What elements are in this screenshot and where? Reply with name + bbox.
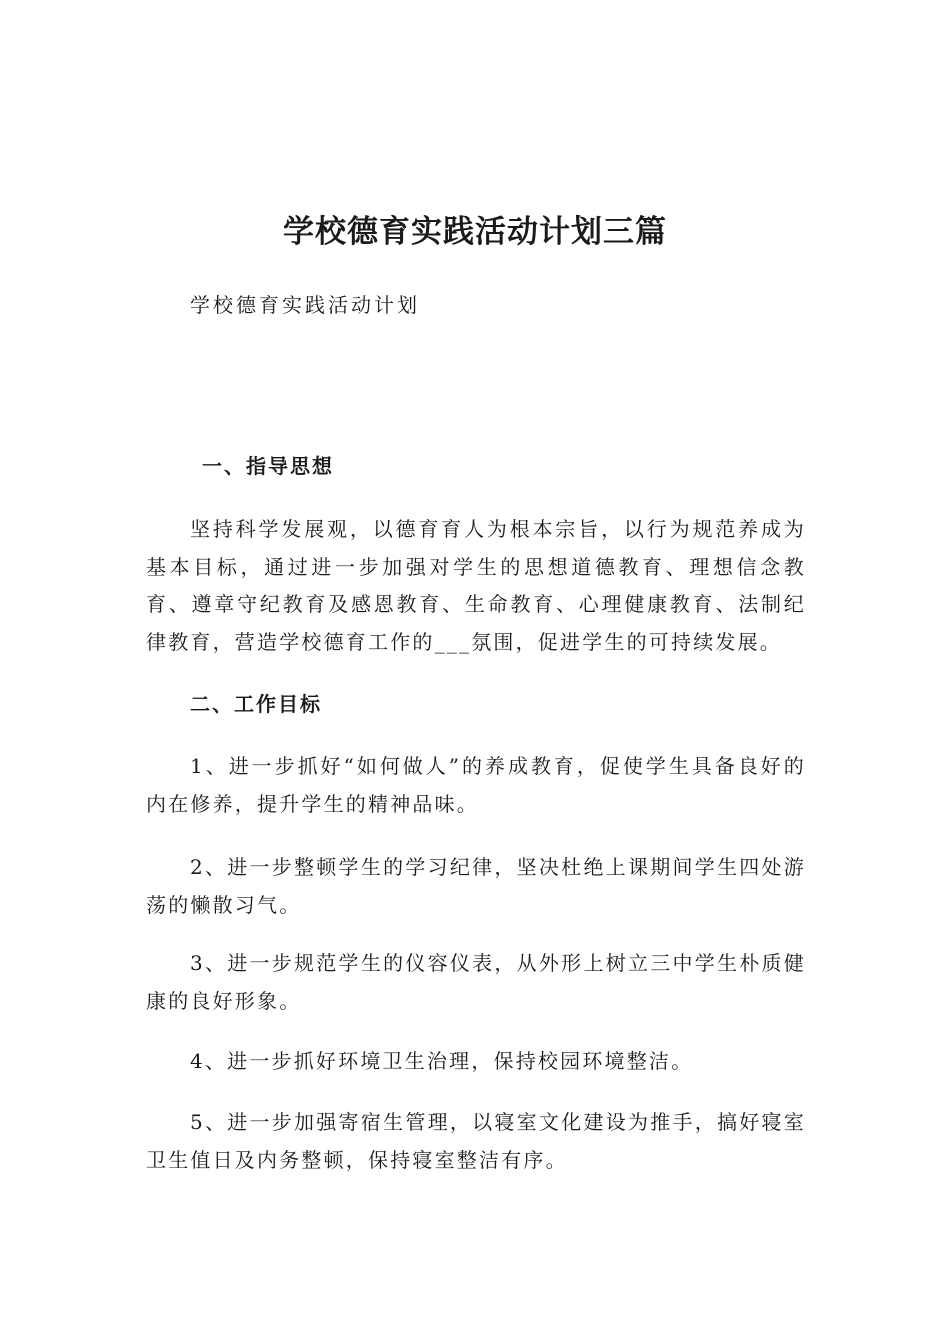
goal-item-3: 3、进一步规范学生的仪容仪表，从外形上树立三中学生朴质健康的良好形象。 <box>146 951 806 1013</box>
goal-item-4: 4、进一步抓好环境卫生治理，保持校园环境整洁。 <box>190 1049 694 1073</box>
goal-item-1: 1、进一步抓好“如何做人”的养成教育，促使学生具备良好的内在修养，提升学生的精神品味。 <box>146 754 806 816</box>
section-heading-guiding-ideology: 一、指导思想 <box>202 454 334 478</box>
section-body-guiding-ideology: 坚持科学发展观，以德育育人为根本宗旨，以行为规范养成为基本目标，通过进一步加强对学生的思想道德教育、理想信念教育、遵章守纪教育及感恩教育、生命教育、心理健康教育、法制纪律教育，营造学校德育工作的___氛围，促进学生的可持续发展。 <box>146 517 806 654</box>
goal-item-2: 2、进一步整顿学生的学习纪律，坚决杜绝上课期间学生四处游荡的懒散习气。 <box>146 855 806 917</box>
section-heading-work-goals: 二、工作目标 <box>190 692 322 716</box>
document-subtitle: 学校德育实践活动计划 <box>190 293 420 317</box>
document-title: 学校德育实践活动计划三篇 <box>283 214 667 250</box>
goal-item-5: 5、进一步加强寄宿生管理，以寝室文化建设为推手，搞好寝室卫生值日及内务整顿，保持寝室整洁有序。 <box>146 1110 806 1172</box>
